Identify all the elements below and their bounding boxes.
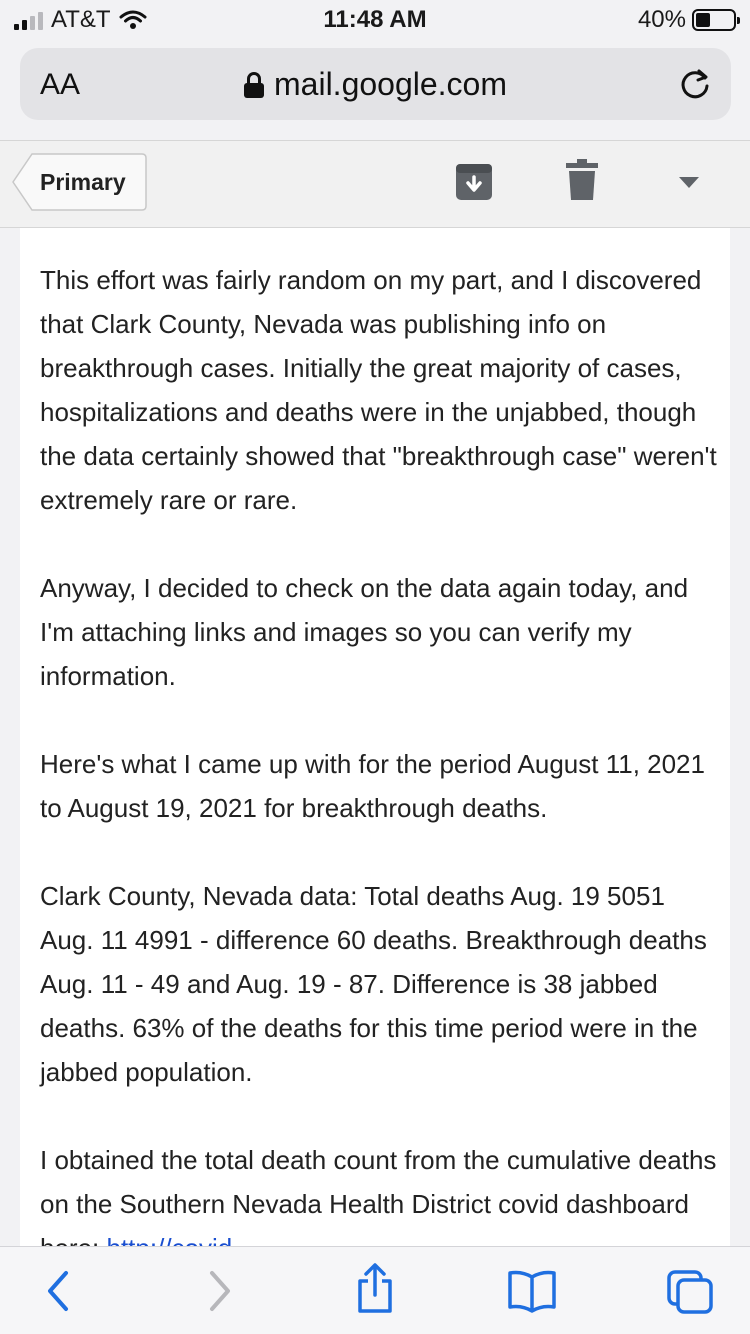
reload-icon[interactable]: [677, 66, 713, 102]
battery-percent: 40%: [637, 6, 686, 33]
email-paragraph-text: I obtained the total death count from the cumulative deaths on the Southern Nevada Health District covid dashboard: [40, 1145, 717, 1219]
text-size-label: AA: [40, 68, 81, 101]
chevron-down-icon[interactable]: [679, 177, 699, 189]
url-display[interactable]: [20, 66, 731, 103]
back-to-primary-button[interactable]: [12, 153, 147, 211]
book-icon[interactable]: [506, 1269, 558, 1313]
status-time: 11:48 AM: [323, 6, 427, 33]
share-icon[interactable]: [354, 1263, 396, 1315]
lock-icon: [244, 72, 264, 98]
chevron-left-icon[interactable]: [44, 1269, 72, 1313]
mail-toolbar: [0, 140, 750, 228]
tabs-icon[interactable]: [666, 1269, 714, 1315]
email-paragraph: Anyway, I decided to check on the data again today, and I'm attaching links and images so you can verify my information.: [40, 573, 689, 691]
email-paragraph: Here's what I came up with for the period August 11, 2021 to August 19, 2021 for breakthrough deaths.: [40, 749, 705, 823]
back-button-label: Primary: [40, 169, 126, 195]
status-bar: [0, 0, 750, 40]
url-domain: mail.google.com: [274, 66, 507, 102]
carrier-name: AT&T: [51, 6, 111, 33]
archive-icon[interactable]: [455, 163, 493, 201]
battery-icon: [692, 9, 736, 31]
chevron-right-icon: [206, 1269, 234, 1313]
email-paragraph: Clark County, Nevada data: Total deaths Aug. 19 5051 Aug. 11 4991 - difference 60 deaths. Breakthrough deaths Aug. 11 - 49 and Aug. 19 - 87. Difference is 38 jabbed deaths. 63% of the deaths for this time period were in the jabbed population.: [40, 881, 707, 1087]
address-bar[interactable]: [20, 48, 731, 120]
email-paragraph: This effort was fairly random on my part, and I discovered that Clark County, Nevada was publishing info on breakthrough cases. Initially the great majority of cases, hospitalizations and deaths were in the unjabbed, though the data certainly showed that "breakthrough case" weren't extremely rare or rare.: [40, 265, 717, 515]
email-body: [20, 228, 730, 1246]
trash-icon[interactable]: [566, 159, 598, 201]
status-right: [638, 6, 736, 34]
browser-toolbar: [0, 1246, 750, 1334]
